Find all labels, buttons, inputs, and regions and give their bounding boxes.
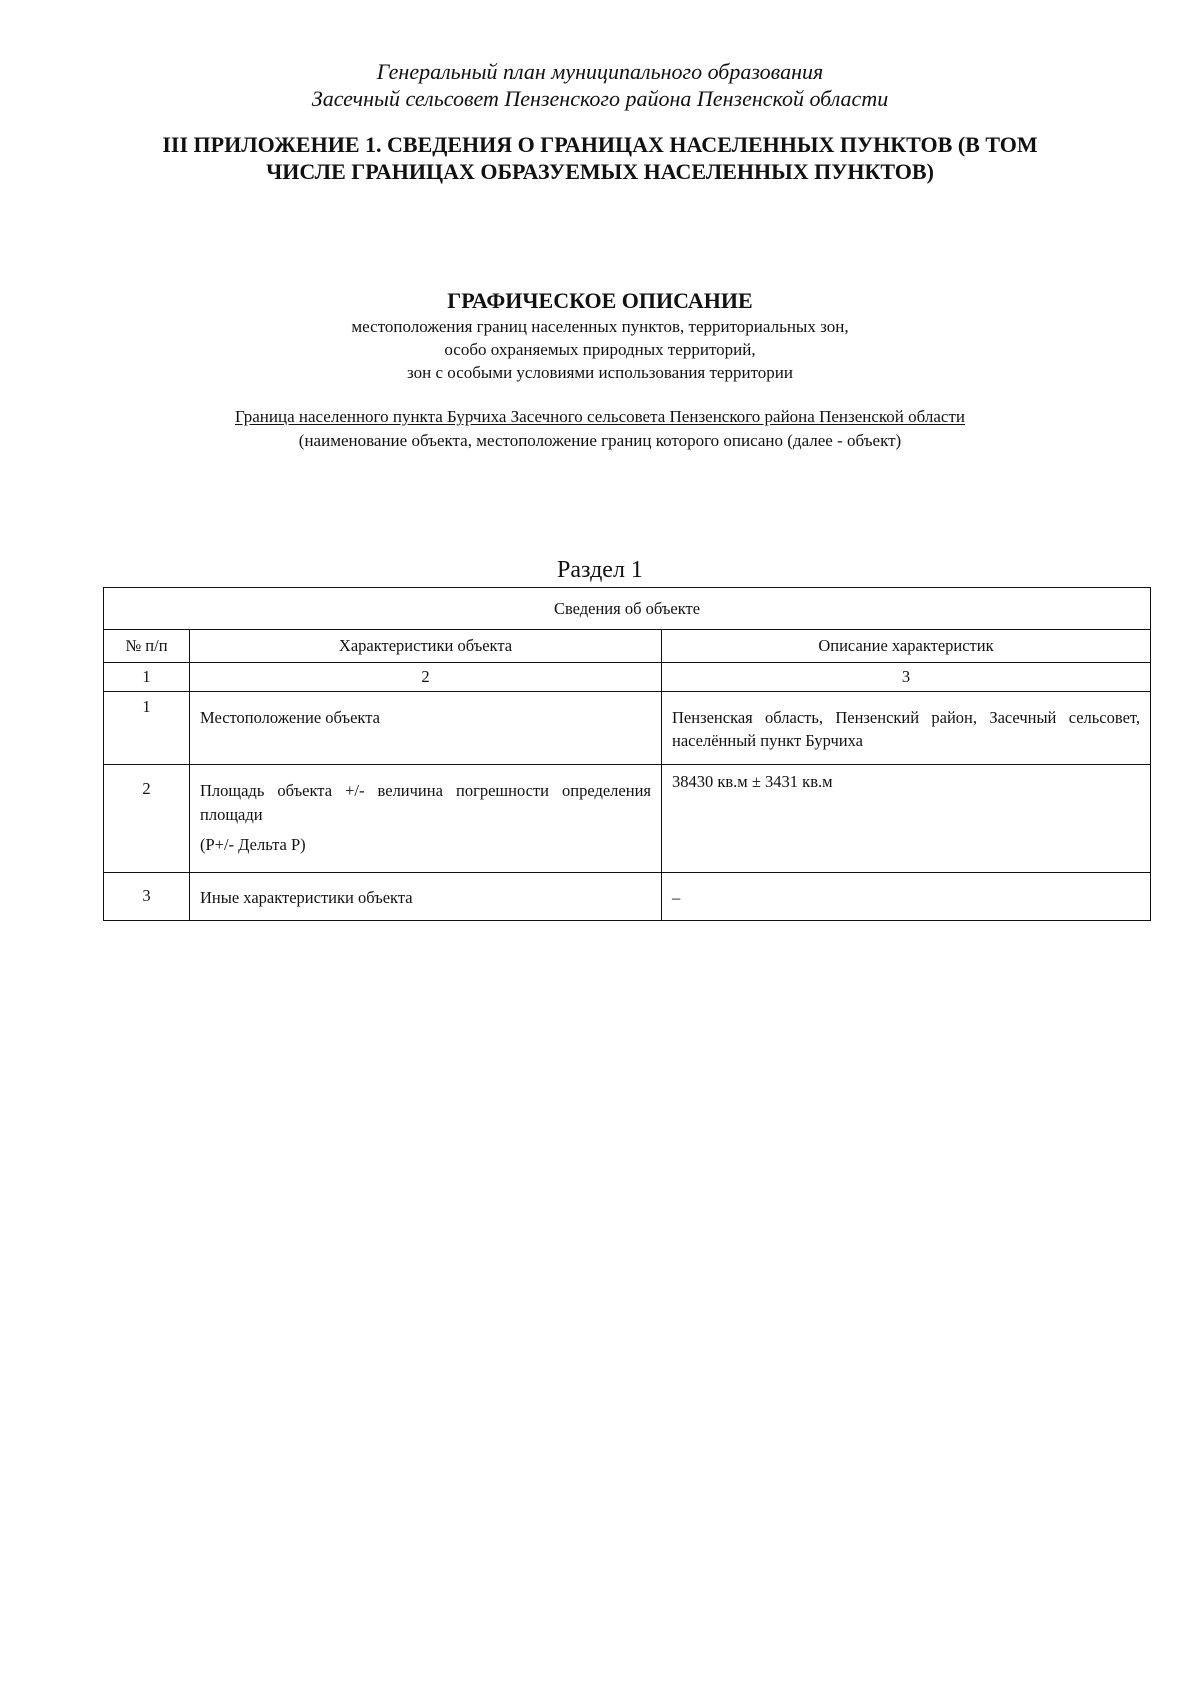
graphic-description-sub-3: зон с особыми условиями использования территории — [407, 363, 793, 382]
table-row — [104, 873, 1151, 921]
row-characteristic — [190, 692, 662, 765]
row-description: Пензенская область, Пензенский район, Засечный сельсовет, населённый пункт Бурчиха — [662, 692, 1151, 765]
row-description: 38430 кв.м ± 3431 кв.м — [662, 765, 1151, 873]
section-title: Раздел 1 — [557, 557, 643, 583]
object-caption: (наименование объекта, местоположение границ которого описано (далее - объект) — [298, 431, 902, 450]
appendix-title-line-2: ЧИСЛЕ ГРАНИЦАХ ОБРАЗУЕМЫХ НАСЕЛЕННЫХ ПУНКТОВ) — [266, 159, 934, 184]
document-header — [0, 58, 1200, 112]
column-number-1: 1 — [104, 663, 190, 692]
row-characteristic-text: Иные характеристики объекта — [200, 888, 413, 907]
row-characteristic-text: Местоположение объекта — [200, 708, 380, 727]
table-caption: Сведения об объекте — [104, 588, 1151, 630]
row-number: 2 — [104, 765, 190, 873]
row-characteristic-formula: (P+/- Дельта P) — [200, 835, 306, 854]
row-description: – — [662, 873, 1151, 921]
column-header-number: № п/п — [104, 630, 190, 663]
graphic-description-sub-2: особо охраняемых природных территорий, — [444, 340, 756, 359]
object-info-table — [103, 587, 1151, 921]
object-block — [0, 405, 1200, 453]
row-characteristic — [190, 765, 662, 873]
column-header-characteristic: Характеристики объекта — [190, 630, 662, 663]
column-number-3: 3 — [662, 663, 1151, 692]
graphic-description-title: ГРАФИЧЕСКОЕ ОПИСАНИЕ — [447, 288, 753, 313]
column-number-2: 2 — [190, 663, 662, 692]
table-header-row — [104, 630, 1151, 663]
row-number: 3 — [104, 873, 190, 921]
appendix-title — [100, 131, 1100, 185]
row-number: 1 — [104, 692, 190, 765]
table-row — [104, 692, 1151, 765]
header-line-1: Генеральный план муниципального образования — [376, 59, 824, 84]
table-column-numbers-row — [104, 663, 1151, 692]
column-header-description: Описание характеристик — [662, 630, 1151, 663]
graphic-description-sub-1: местоположения границ населенных пунктов, территориальных зон, — [351, 317, 849, 336]
header-line-2: Засечный сельсовет Пензенского района Пензенской области — [311, 86, 889, 111]
row-characteristic-text: Площадь объекта +/- величина погрешности определения площади — [200, 781, 651, 824]
graphic-description — [0, 287, 1200, 384]
table-row — [104, 765, 1151, 873]
table-caption-row — [104, 588, 1151, 630]
object-name: Граница населенного пункта Бурчиха Засечного сельсовета Пензенского района Пензенской области — [235, 407, 965, 426]
appendix-title-line-1: III ПРИЛОЖЕНИЕ 1. СВЕДЕНИЯ О ГРАНИЦАХ НАСЕЛЕННЫХ ПУНКТОВ (В ТОМ — [162, 132, 1038, 157]
row-characteristic — [190, 873, 662, 921]
